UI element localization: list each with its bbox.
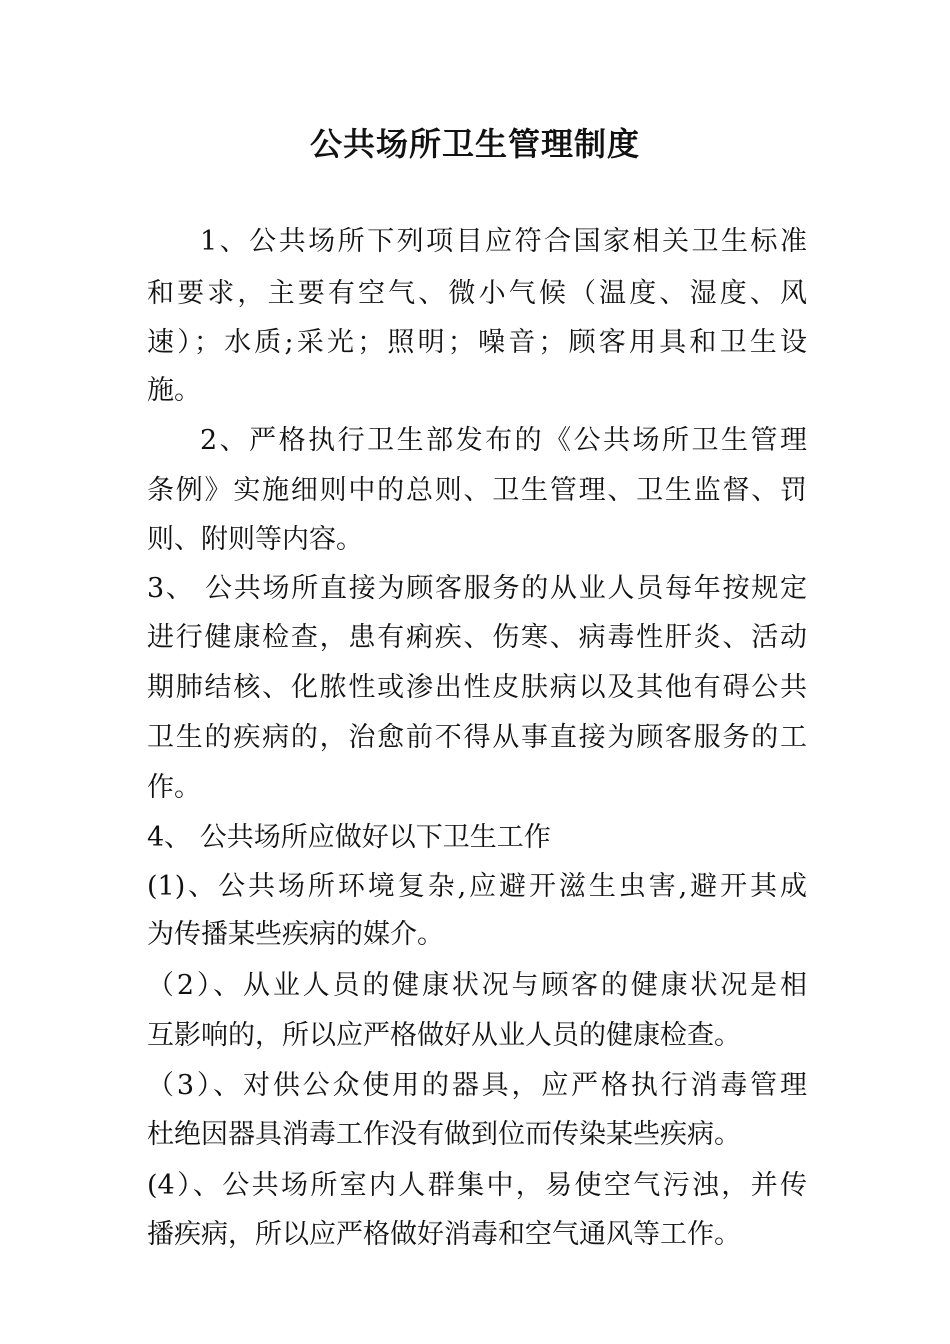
item-1-line-1: (1)、公共场所环境复杂,应避开滋生虫害,避开其成 bbox=[147, 871, 807, 902]
item-4-line-2: 播疾病，所以应严格做好消毒和空气通风等工作。 bbox=[147, 1219, 741, 1250]
paragraph-3-line-3: 期肺结核、化脓性或渗出性皮肤病以及其他有碍公共 bbox=[147, 672, 807, 703]
paragraph-3-line-4: 卫生的疾病的，治愈前不得从事直接为顾客服务的工 bbox=[147, 722, 807, 753]
item-4-line-1: (4）、公共场所室内人群集中，易使空气污浊，并传 bbox=[147, 1170, 807, 1201]
item-2-line-1: （2）、从业人员的健康状况与顾客的健康状况是相 bbox=[147, 970, 807, 1001]
paragraph-1-line-1: 1、公共场所下列项目应符合国家相关卫生标准 bbox=[200, 226, 807, 257]
paragraph-3-line-2: 进行健康检查，患有痢疾、伤寒、病毒性肝炎、活动 bbox=[147, 622, 807, 653]
paragraph-1-line-2: 和要求，主要有空气、微小气候（温度、湿度、风 bbox=[147, 278, 807, 309]
paragraph-1-line-3: 速）；水质;采光；照明；噪音；顾客用具和卫生设 bbox=[147, 327, 807, 358]
paragraph-4-heading: 4、 公共场所应做好以下卫生工作 bbox=[147, 822, 551, 853]
document-title: 公共场所卫生管理制度 bbox=[309, 125, 640, 163]
item-2-line-2: 互影响的，所以应严格做好从业人员的健康检查。 bbox=[147, 1020, 741, 1051]
item-3-line-1: （3）、对供公众使用的器具，应严格执行消毒管理 bbox=[147, 1070, 807, 1101]
paragraph-1-line-4: 施。 bbox=[147, 375, 201, 406]
paragraph-2-line-3: 则、附则等内容。 bbox=[147, 524, 363, 555]
item-1-line-2: 为传播某些疾病的媒介。 bbox=[147, 919, 444, 950]
item-3-line-2: 杜绝因器具消毒工作没有做到位而传染某些疾病。 bbox=[147, 1119, 741, 1150]
paragraph-2-line-1: 2、严格执行卫生部发布的《公共场所卫生管理 bbox=[200, 425, 807, 456]
paragraph-3-line-1: 3、 公共场所直接为顾客服务的从业人员每年按规定 bbox=[147, 573, 807, 604]
paragraph-3-line-5: 作。 bbox=[147, 772, 201, 803]
paragraph-2-line-2: 条例》实施细则中的总则、卫生管理、卫生监督、罚 bbox=[147, 475, 807, 506]
